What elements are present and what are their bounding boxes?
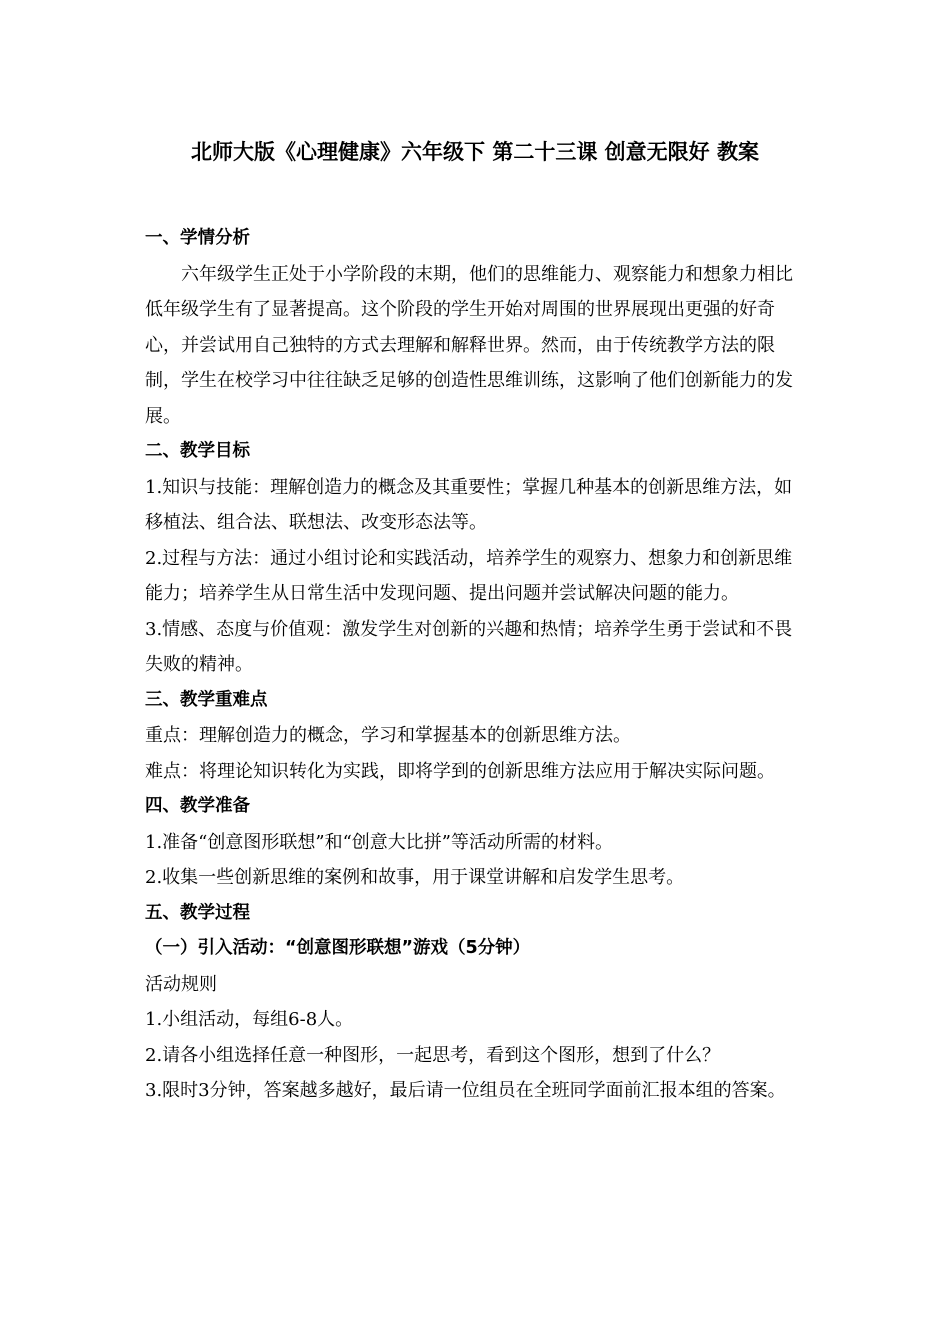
section-heading-analysis: 一、学情分析 <box>145 228 250 248</box>
section-heading-key-points: 三、教学重难点 <box>145 689 268 710</box>
activity-rule-item: 2.请各小组选择任意一种图形，一起思考，看到这个图形，想到了什么？ <box>145 1044 721 1066</box>
activity-rules-label: 活动规则 <box>145 973 217 995</box>
section-heading-goals: 二、教学目标 <box>145 441 250 461</box>
key-point-item: 重点：理解创造力的概念，学习和掌握基本的创新思维方法。 <box>145 725 631 746</box>
goal-item: 2.过程与方法：通过小组讨论和实践活动，培养学生的观察力、想象力和创新思维能力；培养学生从日常生活中发现问题、提出问题并尝试解决问题的能力。 <box>145 547 793 604</box>
analysis-paragraph: 六年级学生正处于小学阶段的末期，他们的思维能力、观察能力和想象力相比低年级学生有了显著提高。这个阶段的学生开始对周围的世界展现出更强的好奇心，并尝试用自己独特的方式去理解和解释世界。然而，由于传统教学方法的限制，学生在校学习中往往缺乏足够的创造性思维训练，这影响了他们创新能力的发展。 <box>145 263 793 427</box>
preparation-item: 2.收集一些创新思维的案例和故事，用于课堂讲解和启发学生思考。 <box>145 867 685 888</box>
activity-rule-item: 3.限时3分钟，答案越多越好，最后请一位组员在全班同学面前汇报本组的答案。 <box>145 1080 786 1101</box>
goal-item: 3.情感、态度与价值观：激发学生对创新的兴趣和热情；培养学生勇于尝试和不畏失败的精神。 <box>145 618 793 675</box>
preparation-item: 1.准备“创意图形联想”和“创意大比拼”等活动所需的材料。 <box>145 831 613 853</box>
activity-rule-item: 1.小组活动，每组6-8人。 <box>145 1009 354 1030</box>
section-heading-preparation: 四、教学准备 <box>145 796 250 816</box>
section-heading-process: 五、教学过程 <box>145 902 250 923</box>
goal-item: 1.知识与技能：理解创造力的概念及其重要性；掌握几种基本的创新思维方法，如移植法、组合法、联想法、改变形态法等。 <box>145 476 793 533</box>
process-subheading: （一）引入活动：“创意图形联想”游戏（5分钟） <box>145 938 531 958</box>
document-body <box>145 221 810 1109</box>
difficulty-item: 难点：将理论知识转化为实践，即将学到的创新思维方法应用于解决实际问题。 <box>145 760 775 782</box>
document-title: 北师大版《心理健康》六年级下 第二十三课 创意无限好 教案 <box>191 140 759 164</box>
